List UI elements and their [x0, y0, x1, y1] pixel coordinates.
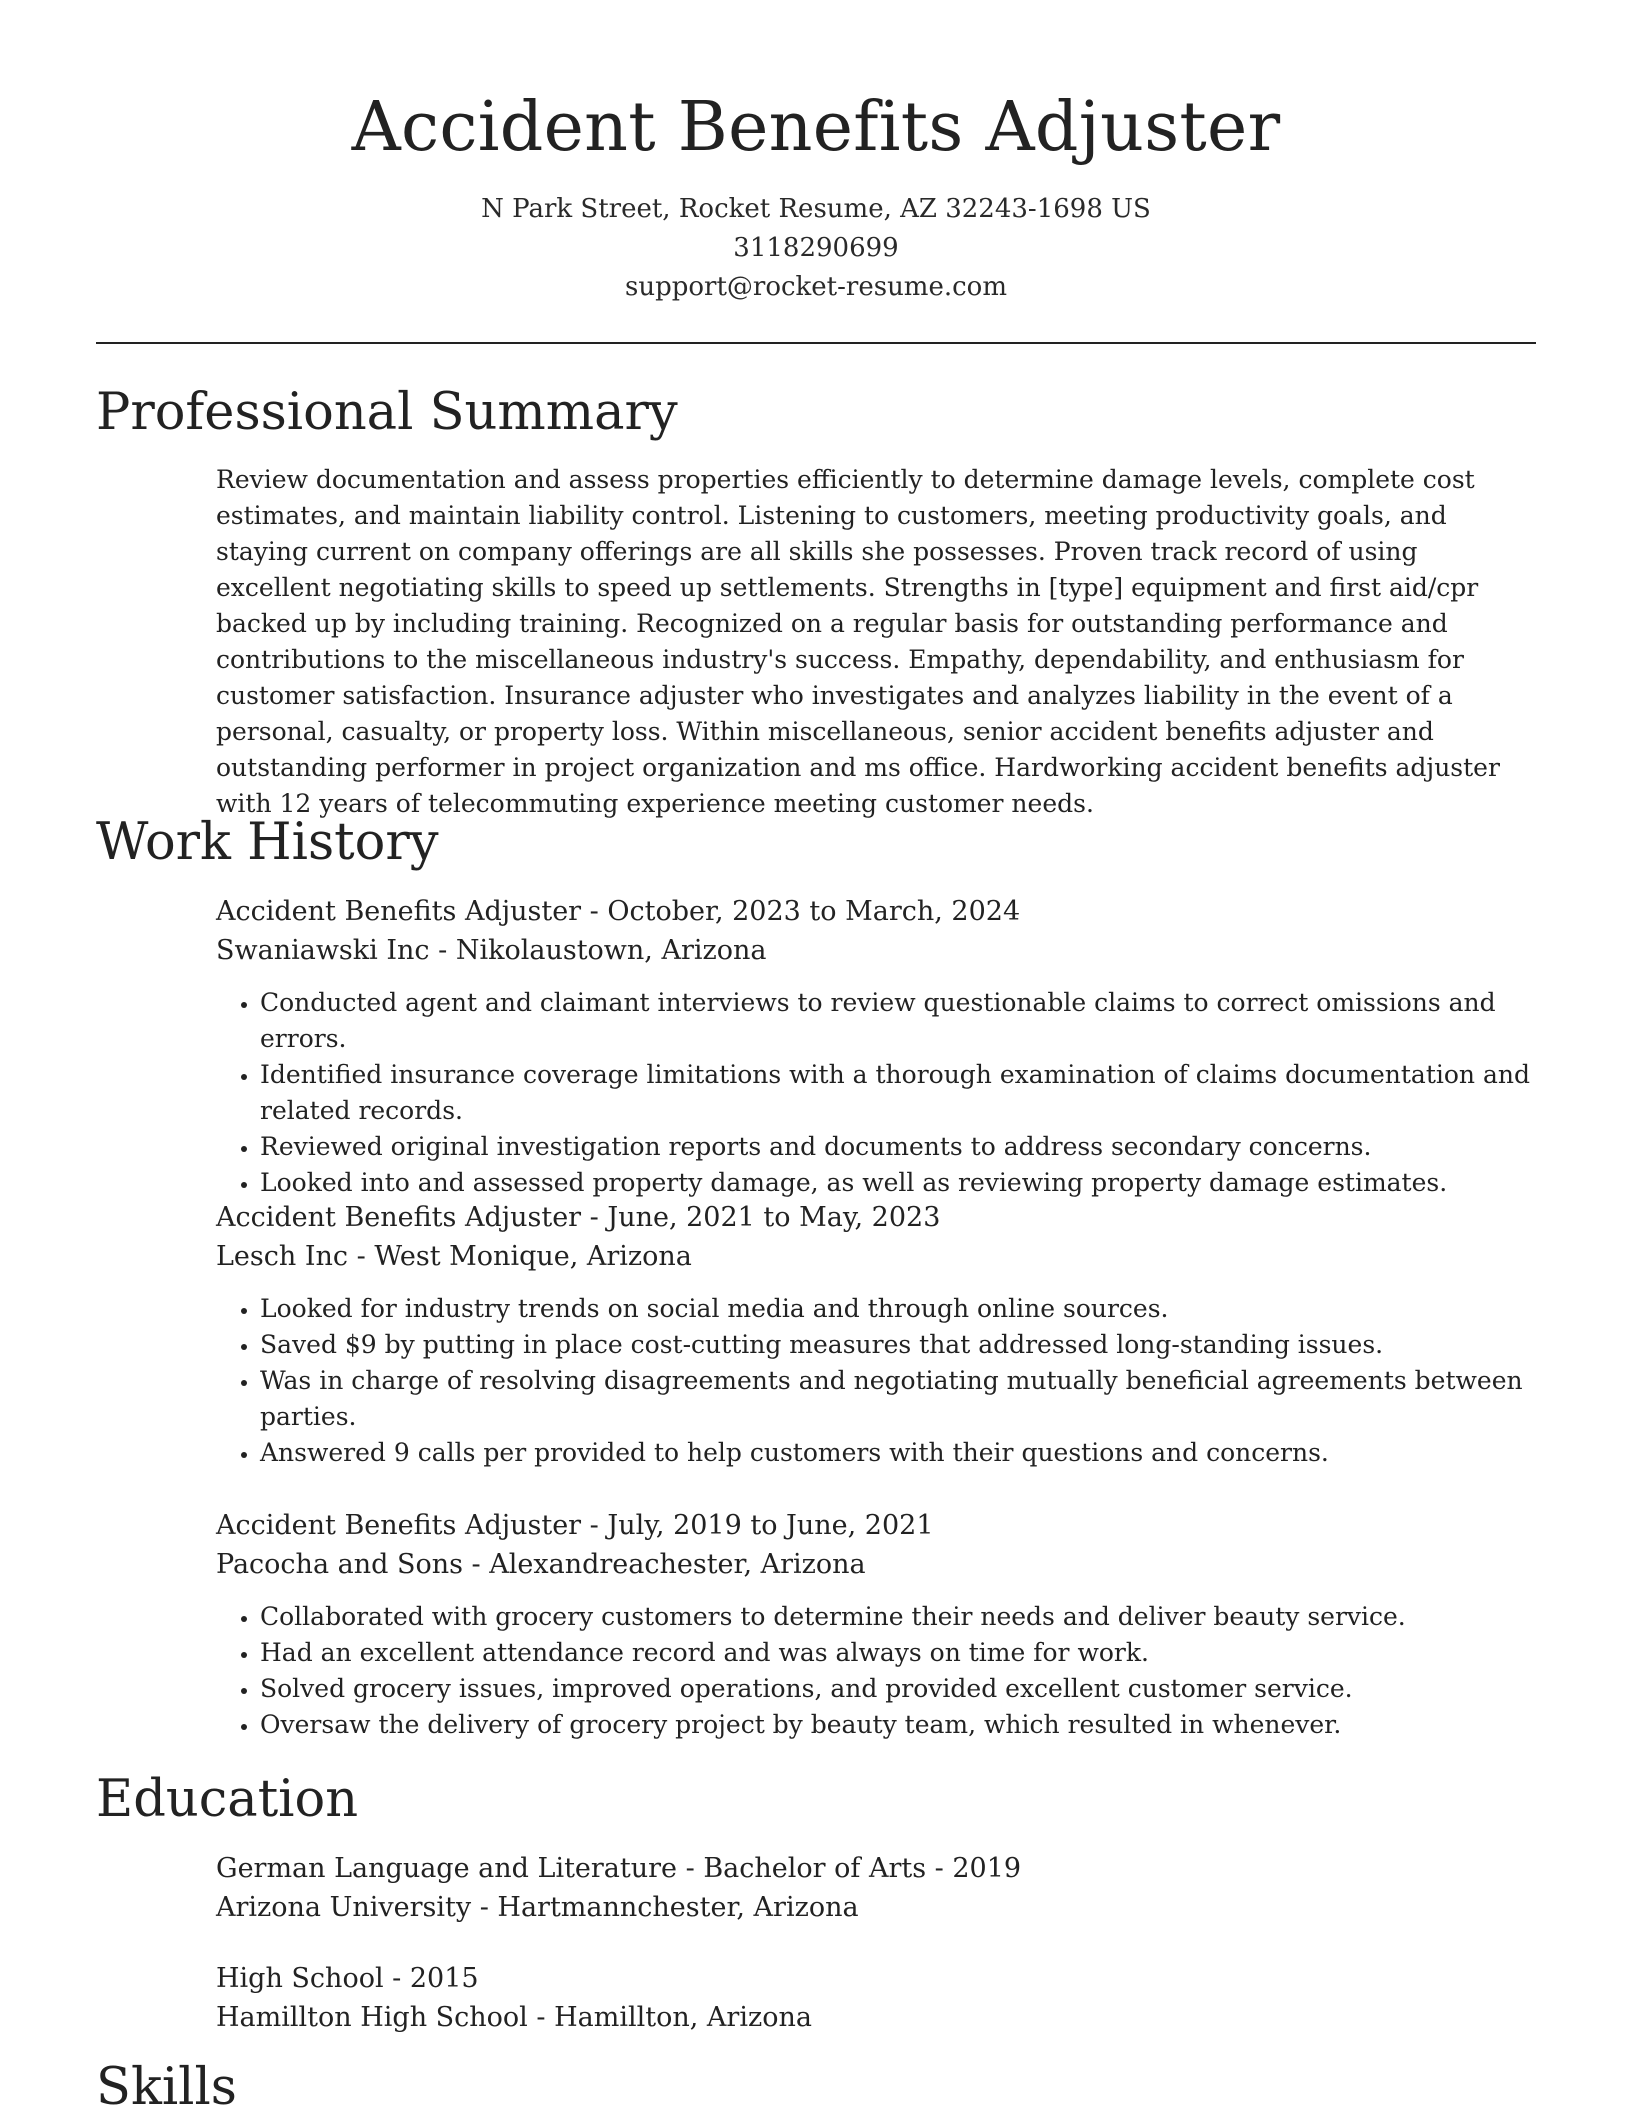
job-title: Accident Benefits Adjuster	[216, 1510, 582, 1541]
list-item: • Reviewed original investigation reports and documents to address secondary concerns.	[260, 1129, 1536, 1165]
school-location: - Hamillton, Arizona	[527, 2002, 812, 2033]
job-company: Pacocha and Sons	[216, 1549, 463, 1580]
summary-section	[216, 462, 1536, 822]
list-item: • Identified insurance coverage limitations with a thorough examination of claims documentation and related records.	[260, 1057, 1536, 1129]
graduation-year: - 2015	[383, 1963, 479, 1994]
list-item: • Oversaw the delivery of grocery project by beauty team, which resulted in whenever.	[260, 1707, 1536, 1743]
job-bullets	[216, 1291, 1536, 1471]
resume-header	[96, 84, 1536, 307]
school-name: Hamillton High School	[216, 2002, 528, 2033]
school-name: Arizona University	[216, 1892, 472, 1923]
job-title: Accident Benefits Adjuster	[216, 1202, 582, 1233]
list-item: • Conducted agent and claimant interviews to review questionable claims to correct omissions and errors.	[260, 985, 1536, 1057]
list-item: • Saved $9 by putting in place cost-cutting measures that addressed long-standing issues.	[260, 1327, 1536, 1363]
job-company-line	[216, 1237, 1536, 1276]
list-item: • Had an excellent attendance record and was always on time for work.	[260, 1635, 1536, 1671]
job-title: Accident Benefits Adjuster	[216, 896, 582, 927]
degree-name: German Language and Literature - Bachelor of Arts	[216, 1853, 927, 1884]
school-location: - Hartmannchester, Arizona	[471, 1892, 859, 1923]
list-item: • Was in charge of resolving disagreements and negotiating mutually beneficial agreements between parties.	[260, 1363, 1536, 1435]
phone-text: 3118290699	[733, 233, 899, 263]
job-title-line	[216, 1198, 1536, 1237]
education-entry	[216, 1959, 1536, 2037]
job-entry	[216, 892, 1536, 1201]
candidate-name: Accident Benefits Adjuster	[351, 88, 1281, 167]
job-title-line	[216, 1506, 1536, 1545]
email-text: support@rocket-resume.com	[624, 272, 1007, 302]
address-text: N Park Street, Rocket Resume, AZ 32243-1698 US	[481, 194, 1151, 224]
degree-line	[216, 1849, 1536, 1888]
list-item: • Solved grocery issues, improved operations, and provided excellent customer service.	[260, 1671, 1536, 1707]
job-entry	[216, 1198, 1536, 1471]
list-item: • Looked into and assessed property damage, as well as reviewing property damage estimates.	[260, 1165, 1536, 1201]
job-location: - West Monique, Arizona	[348, 1241, 692, 1272]
degree-name: High School	[216, 1963, 384, 1994]
list-item: • Looked for industry trends on social media and through online sources.	[260, 1291, 1536, 1327]
education-heading: Education	[96, 1770, 359, 1829]
job-entry	[216, 1506, 1536, 1743]
job-company-line	[216, 1545, 1536, 1584]
education-entry	[216, 1849, 1536, 1927]
job-company-line	[216, 931, 1536, 970]
summary-heading: Professional Summary	[96, 383, 678, 442]
work-history-heading: Work History	[96, 813, 439, 872]
job-bullets	[216, 985, 1536, 1201]
degree-line	[216, 1959, 1536, 1998]
graduation-year: - 2019	[926, 1853, 1022, 1884]
job-dates: - July, 2019 to June, 2021	[581, 1510, 934, 1541]
job-company: Swaniawski Inc	[216, 935, 430, 966]
skills-heading: Skills	[96, 2058, 237, 2112]
job-bullets	[216, 1599, 1536, 1743]
contact-info	[96, 190, 1536, 307]
school-line	[216, 1888, 1536, 1927]
job-company: Lesch Inc	[216, 1241, 349, 1272]
summary-text: Review documentation and assess properties efficiently to determine damage levels, complete cost estimates, and maintain liability control. Listening to customers, meeting productivity goals, and staying current on company offerings are all skills she possesses. Proven track record of using excellent negotiating skills to speed up settlements. Strengths in [type] equipment and first aid/cpr backed up by including training. Recognized on a regular basis for outstanding performance and contributions to the miscellaneous industry's success. Empathy, dependability, and enthusiasm for customer satisfaction. Insurance adjuster who investigates and analyzes liability in the event of a personal, casualty, or property loss. Within miscellaneous, senior accident benefits adjuster and outstanding performer in project organization and ms office. Hardworking accident benefits adjuster with 12 years of telecommuting experience meeting customer needs.	[216, 465, 1500, 818]
list-item: • Answered 9 calls per provided to help customers with their questions and concerns.	[260, 1435, 1536, 1471]
header-divider	[96, 342, 1536, 344]
job-location: - Nikolaustown, Arizona	[429, 935, 767, 966]
list-item: • Collaborated with grocery customers to determine their needs and deliver beauty service.	[260, 1599, 1536, 1635]
job-dates: - October, 2023 to March, 2024	[581, 896, 1021, 927]
school-line	[216, 1998, 1536, 2037]
job-location: - Alexandreachester, Arizona	[462, 1549, 866, 1580]
job-title-line	[216, 892, 1536, 931]
job-dates: - June, 2021 to May, 2023	[581, 1202, 941, 1233]
